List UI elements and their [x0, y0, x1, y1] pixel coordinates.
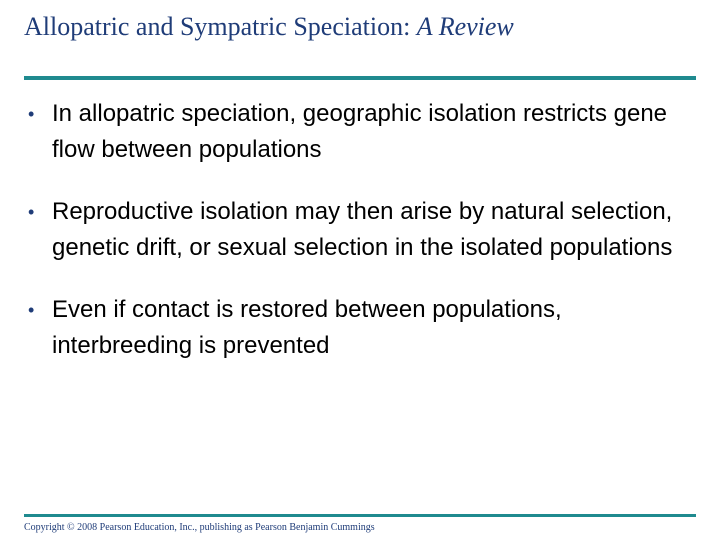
bullet-text: Reproductive isolation may then arise by natural selection, genetic drift, or sexual selection in the isolated populations	[52, 198, 673, 261]
bullet-item	[28, 292, 688, 364]
bullet-item	[28, 96, 688, 168]
bullet-item	[28, 194, 688, 266]
title-divider	[24, 76, 696, 80]
bullet-marker: •	[28, 202, 35, 222]
bullet-list	[28, 96, 688, 364]
slide-title-emphasis: A Review	[416, 12, 514, 41]
bullet-marker: •	[28, 104, 35, 124]
slide-title	[24, 10, 704, 44]
bullet-text: In allopatric speciation, geographic isolation restricts gene flow between populations	[52, 100, 668, 163]
footer-divider	[24, 514, 696, 517]
copyright-footer: Copyright © 2008 Pearson Education, Inc., publishing as Pearson Benjamin Cummings	[24, 522, 375, 533]
bullet-text: Even if contact is restored between populations, interbreeding is prevented	[52, 296, 562, 359]
slide-title-main: Allopatric and Sympatric Speciation:	[24, 12, 417, 41]
bullet-marker: •	[28, 300, 35, 320]
